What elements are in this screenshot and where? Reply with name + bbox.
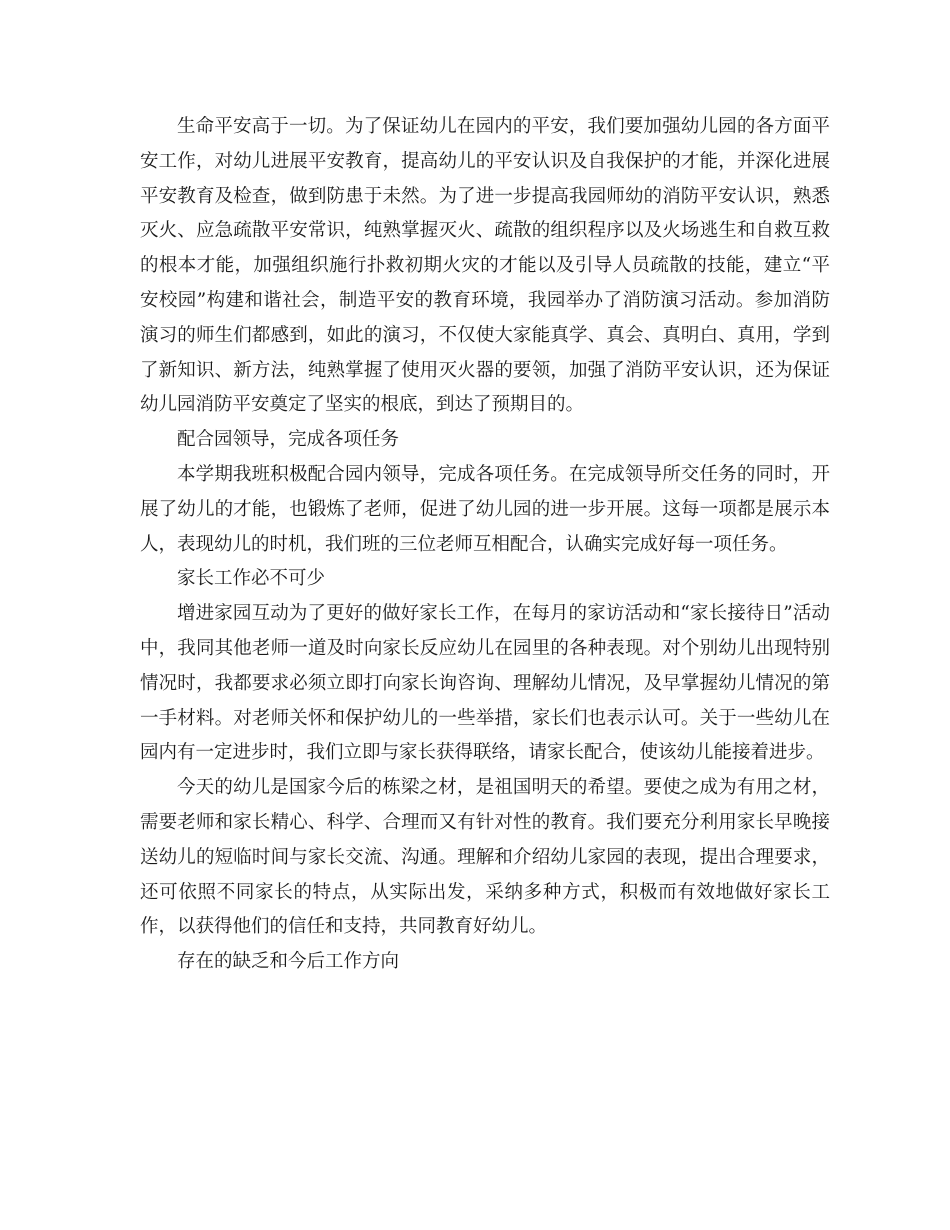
paragraph-children-future: 今天的幼儿是国家今后的栋梁之材，是祖国明天的希望。要使之成为有用之材，需要老师和家长精心、科学、合理而又有针对性的教育。我们要充分利用家长早晚接送幼儿的短临时间与家长交流、沟通。理解和介绍幼儿家园的表现，提出合理要求，还可依照不同家长的特点，从实际出发，采纳多种方式，积极而有效地做好家长工作，以获得他们的信任和支持，共同教育好幼儿。: [140, 777, 830, 938]
paragraph-home-school-interaction: 增进家园互动为了更好的做好家长工作，在每月的家访活动和“家长接待日”活动中，我同其他老师一道及时向家长反应幼儿在园里的各种表现。对个别幼儿出现特别情况时，我都要求必须立即打向家长询咨询、理解幼儿情况，及早掌握幼儿情况的第一手材料。对老师关怀和保护幼儿的一些举措，家长们也表示认可。关于一些幼儿在园内有一定进步时，我们立即与家长获得联络，请家长配合，使该幼儿能接着进步。: [140, 603, 830, 764]
paragraph-safety: 生命平安高于一切。为了保证幼儿在园内的平安，我们要加强幼儿园的各方面平安工作，对幼儿进展平安教育，提高幼儿的平安认识及自我保护的才能，并深化进展平安教育及检查，做到防患于未然。为了进一步提高我园师幼的消防平安认识，熟悉灭火、应急疏散平安常识，纯熟掌握灭火、疏散的组织程序以及火场逃生和自救互救的根本才能，加强组织施行扑救初期火灾的才能以及引导人员疏散的技能，建立“平安校园”构建和谐社会，制造平安的教育环境，我园举办了消防演习活动。参加消防演习的师生们都感到，如此的演习，不仅使大家能真学、真会、真明白、真用，学到了新知识、新方法，纯熟掌握了使用灭火器的要领，加强了消防平安认识，还为保证幼儿园消防平安奠定了坚实的根底，到达了预期目的。: [140, 116, 830, 416]
paragraph-tasks: 本学期我班积极配合园内领导，完成各项任务。在完成领导所交任务的同时，开展了幼儿的才能，也锻炼了老师，促进了幼儿园的进一步开展。这每一项都是展示本人，表现幼儿的时机，我们班的三位老师互相配合，认确实完成好每一项任务。: [140, 463, 830, 555]
heading-cooperate-with-leadership: 配合园领导，完成各项任务: [177, 429, 400, 451]
heading-parent-work: 家长工作必不可少: [177, 568, 326, 590]
heading-shortcomings-and-direction: 存在的缺乏和今后工作方向: [177, 951, 400, 973]
document-body: [140, 110, 830, 980]
